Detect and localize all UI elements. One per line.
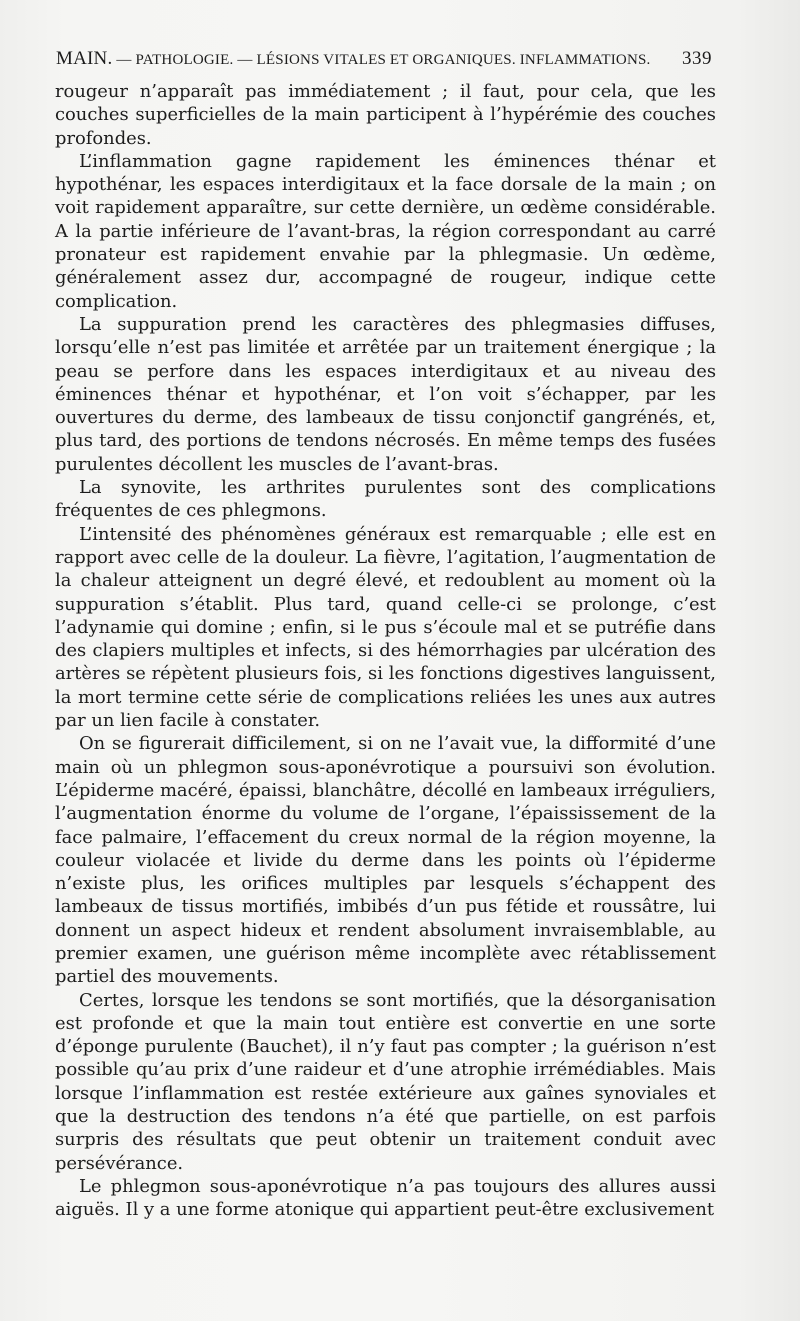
paragraph: La suppuration prend les caractères des phlegmasies diffuses, lorsqu’elle n’est pas limitée et arrêtée par un traitement énergique ; la peau se perfore dans les espaces interdigitaux et au niveau des éminences thénar et hypothénar, et l’on voit s’échapper, par les ouvertures du derme, des lambeaux de tissu conjonctif gangrénés, et, plus tard, des portions de tendons nécrosés. En même temps des fusées purulentes décollent les muscles de l’avant-bras. [55,313,716,475]
running-head-dash: — [116,52,132,68]
paragraph: L’inflammation gagne rapidement les éminences thénar et hypothénar, les espaces interdigitaux et la face dorsale de la main ; on voit rapidement apparaître, sur cette dernière, un œdème considérable. A la partie inférieure de l’avant-bras, la région correspondant au carré pronateur est rapidement envahie par la phlegmasie. Un œdème, généralement assez dur, accompagné de rougeur, indique cette complication. [55,150,716,312]
running-head-title [56,48,650,70]
running-head-part: LÉSIONS VITALES ET ORGANIQUES. INFLAMMATIONS. [256,52,651,68]
body-text [55,80,716,1222]
paragraph: On se figurerait difficilement, si on ne l’avait vue, la difformité d’une main où un phlegmon sous-aponévrotique a poursuivi son évolution. L’épiderme macéré, épaissi, blanchâtre, décollé en lambeaux irréguliers, l’augmentation énorme du volume de l’organe, l’épaississement de la face palmaire, l’effacement du creux normal de la région moyenne, la couleur violacée et livide du derme dans les points où l’épiderme n’existe plus, les orifices multiples par lesquels s’échappent des lambeaux de tissus mortifiés, imbibés d’un pus fétide et roussâtre, lui donnent un aspect hideux et rendent absolument invraisemblable, au premier examen, une guérison même incomplète avec rétablissement partiel des mouvements. [55,733,716,988]
running-head-part: PATHOLOGIE. [135,52,234,68]
paragraph: Le phlegmon sous-aponévrotique n’a pas toujours des allures aussi aiguës. Il y a une forme atonique qui appartient peut-être exclusivement [55,1175,716,1221]
running-head-dash: — [237,52,253,68]
page-number: 339 [682,48,712,69]
running-head [56,48,712,70]
running-head-section: MAIN. [56,48,113,69]
paragraph: rougeur n’apparaît pas immédiatement ; il faut, pour cela, que les couches superficielles de la main participent à l’hypérémie des couches profondes. [55,81,716,149]
paragraph: La synovite, les arthrites purulentes sont des complications fréquentes de ces phlegmons. [55,477,716,522]
paragraph: L’intensité des phénomènes généraux est remarquable ; elle est en rapport avec celle de la douleur. La fièvre, l’agitation, l’augmentation de la chaleur atteignent un degré élevé, et redoublent au moment où la suppuration s’établit. Plus tard, quand celle-ci se prolonge, c’est l’adynamie qui domine ; enfin, si le pus s’écoule mal et se putréfie dans des clapiers multiples et infects, si des hémorrhagies par ulcération des artères se répètent plusieurs fois, si les fonctions digestives languissent, la mort termine cette série de complications reliées les unes aux autres par un lien facile à constater. [55,523,716,732]
paragraph: Certes, lorsque les tendons se sont mortifiés, que la désorganisation est profonde et que la main tout entière est convertie en une sorte d’éponge purulente (Bauchet), il n’y faut pas compter ; la guérison n’est possible qu’au prix d’une raideur et d’une atrophie irrémédiables. Mais lorsque l’inflammation est restée extérieure aux gaînes synoviales et que la destruction des tendons n’a été que partielle, on est parfois surpris des résultats que peut obtenir un traitement conduit avec persévérance. [55,989,716,1174]
